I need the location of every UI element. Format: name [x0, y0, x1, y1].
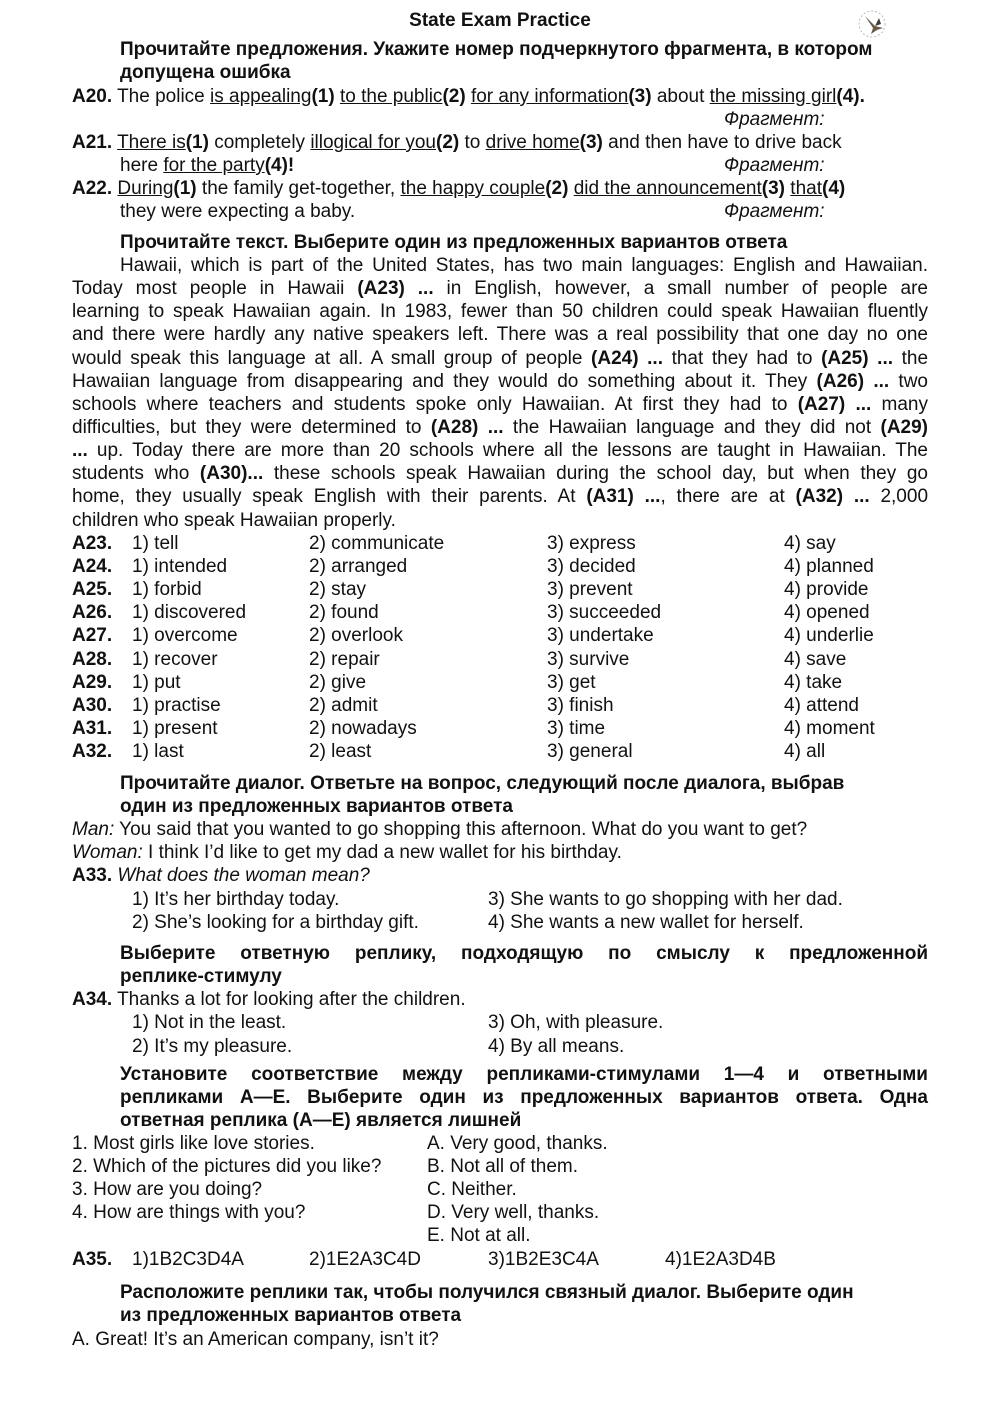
option-4[interactable]: 4) moment	[784, 718, 875, 739]
a35-option-4[interactable]: 4)1E2A3D4B	[665, 1249, 776, 1270]
stimulus-3: 3. How are you doing?	[72, 1179, 263, 1200]
reading-text-line	[72, 393, 928, 416]
option-1[interactable]: 1) intended	[132, 556, 228, 577]
option-2[interactable]: 2) stay	[309, 579, 367, 600]
section1-instruction-line2: допущена ошибка	[120, 62, 291, 83]
section1-instruction-line1: Прочитайте предложения. Укажите номер подчеркнутого фрагмента, в котором	[120, 39, 873, 60]
fragment-number: (1)	[311, 86, 335, 107]
text: Hawaiian language from disappearing and they would do something about it. They	[72, 371, 817, 392]
a34-option-1[interactable]: 1) Not in the least.	[132, 1012, 287, 1033]
options-row-a26	[72, 601, 928, 624]
underlined-fragment-1: During	[117, 178, 174, 199]
question-id: A23.	[72, 533, 113, 554]
reading-text-line	[72, 509, 396, 532]
section5-instruction-line2: репликами А—Е. Выберите один из предложенных вариантов ответа. Одна	[120, 1087, 928, 1108]
gap-dots: ...	[72, 440, 88, 461]
response-e: E. Not at all.	[427, 1225, 531, 1246]
option-4[interactable]: 4) underlie	[784, 625, 874, 646]
text: schools where teachers and students spoke only Hawaiian. At first they had to	[72, 394, 798, 415]
reading-text-line	[72, 439, 928, 462]
text	[405, 278, 418, 299]
response-c: C. Neither.	[427, 1179, 517, 1200]
fragment-number: (3)	[628, 86, 652, 107]
response-a: A. Very good, thanks.	[427, 1133, 608, 1154]
a33-option-2[interactable]: 2) She’s looking for a birthday gift.	[132, 912, 419, 933]
gap-label: (A32)	[795, 486, 844, 507]
text: Hawaii, which is part of the United States, has two main languages: English and Hawaiian.	[120, 255, 928, 276]
option-2[interactable]: 2) give	[309, 672, 367, 693]
gap-label: (A29)	[880, 417, 929, 438]
a33-option-3[interactable]: 3) She wants to go shopping with her dad.	[488, 889, 843, 910]
gap-label: (A27)	[797, 394, 846, 415]
text	[639, 348, 648, 369]
option-4[interactable]: 4) all	[784, 741, 826, 762]
text: they were expecting a baby.	[120, 201, 356, 222]
question-text: Thanks a lot for looking after the children.	[112, 989, 466, 1010]
option-3[interactable]: 3) general	[547, 741, 633, 762]
option-2[interactable]: 2) overlook	[309, 625, 403, 646]
section4-instruction-line2: реплике-стимулу	[120, 966, 282, 987]
underlined-fragment-1: There is	[117, 132, 186, 153]
text: the	[893, 348, 929, 369]
question-id: A31.	[72, 718, 113, 739]
stimulus-1: 1. Most girls like love stories.	[72, 1133, 315, 1154]
question-text: What does the woman mean?	[112, 865, 370, 886]
option-1[interactable]: 1) present	[132, 718, 218, 739]
dialog-woman-line	[72, 841, 622, 864]
reading-text-line	[120, 254, 928, 277]
options-row-a28	[72, 648, 928, 671]
text: the family get-together,	[196, 178, 401, 199]
text: here	[120, 155, 164, 176]
gap-label: (A28)	[430, 417, 479, 438]
text: these schools speak Hawaiian during the school day, but when they go	[263, 463, 928, 484]
section2-instruction: Прочитайте текст. Выберите один из предложенных вариантов ответа	[120, 232, 788, 253]
section6-instruction-line1: Расположите реплики так, чтобы получился связный диалог. Выберите один	[120, 1282, 854, 1303]
question-id: A34.	[72, 989, 113, 1010]
gap-label: (A30)...	[199, 463, 264, 484]
question-id: A24.	[72, 556, 113, 577]
text: 2,000	[869, 486, 929, 507]
option-3[interactable]: 3) express	[547, 533, 636, 554]
option-2[interactable]: 2) admit	[309, 695, 378, 716]
response-b: B. Not all of them.	[427, 1156, 579, 1177]
gap-dots: ...	[647, 348, 663, 369]
question-a21	[72, 131, 842, 154]
text: to	[459, 132, 486, 153]
option-4[interactable]: 4) opened	[784, 602, 870, 623]
option-3[interactable]: 3) finish	[547, 695, 614, 716]
stimulus-4: 4. How are things with you?	[72, 1202, 306, 1223]
option-1[interactable]: 1) last	[132, 741, 184, 762]
a33-option-1[interactable]: 1) It’s her birthday today.	[132, 889, 340, 910]
underlined-fragment-2: to the public	[339, 86, 443, 107]
fragment-number: (4)	[822, 178, 846, 199]
option-3[interactable]: 3) get	[547, 672, 596, 693]
options-row-a32	[72, 740, 928, 763]
gap-dots: ...	[855, 394, 872, 415]
options-row-a29	[72, 671, 928, 694]
reading-text-line	[72, 485, 928, 508]
fragment-answer-a20	[72, 108, 928, 131]
option-4[interactable]: 4) attend	[784, 695, 859, 716]
reading-text-line	[72, 462, 928, 485]
option-3[interactable]: 3) succeeded	[547, 602, 662, 623]
option-1[interactable]: 1) practise	[132, 695, 221, 716]
reading-text-line	[72, 347, 928, 370]
text: The police	[117, 86, 211, 107]
fragment-label: Фрагмент:	[724, 155, 825, 176]
text: up. Today there are more than 20 schools where all the lessons are taught in Hawaiian. The	[87, 440, 928, 461]
text: and then have to drive back	[602, 132, 842, 153]
option-1[interactable]: 1) put	[132, 672, 181, 693]
question-id: A28.	[72, 649, 113, 670]
text: You said that you wanted to go shopping this afternoon. What do you want to get?	[114, 819, 808, 840]
fragment-number: (2)	[436, 132, 460, 153]
underlined-fragment-4: for the party	[163, 155, 265, 176]
speaker-label: Man:	[72, 819, 115, 840]
fragment-number: (3)	[761, 178, 786, 199]
question-id: A27.	[72, 625, 113, 646]
underlined-fragment-1: is appealing	[210, 86, 312, 107]
a33-option-4[interactable]: 4) She wants a new wallet for herself.	[488, 912, 804, 933]
text: Today most people in Hawaii	[72, 278, 358, 299]
gap-dots: ...	[853, 486, 870, 507]
options-row-a23	[72, 532, 928, 555]
a34-option-3[interactable]: 3) Oh, with pleasure.	[488, 1012, 664, 1033]
gap-label: (A26)	[816, 371, 865, 392]
question-id: A29.	[72, 672, 113, 693]
question-id: A33.	[72, 865, 113, 886]
option-2[interactable]: 2) arranged	[309, 556, 408, 577]
option-4[interactable]: 4) planned	[784, 556, 874, 577]
section6-instruction-line2: из предложенных вариантов ответа	[120, 1305, 462, 1326]
reading-text-line	[72, 300, 928, 323]
text: the Hawaiian language and they did not	[503, 417, 881, 438]
question-a34	[72, 988, 466, 1011]
option-2[interactable]: 2) found	[309, 602, 379, 623]
text: children who speak Hawaiian properly.	[72, 510, 396, 531]
option-4[interactable]: 4) save	[784, 649, 847, 670]
text: that they had to	[663, 348, 822, 369]
dialog-line-a: A. Great! It’s an American company, isn’t it?	[72, 1329, 439, 1350]
options-row-a24	[72, 555, 928, 578]
a35-option-1[interactable]: 1)1B2C3D4A	[132, 1249, 244, 1270]
gap-label: (A31) ...	[586, 486, 661, 507]
text	[478, 417, 487, 438]
option-3[interactable]: 3) decided	[547, 556, 636, 577]
fragment-label: Фрагмент:	[724, 109, 825, 130]
question-id: A22.	[72, 178, 113, 199]
option-4[interactable]: 4) provide	[784, 579, 869, 600]
reading-text-line	[72, 323, 928, 346]
gap-label: (A24)	[591, 348, 639, 369]
a34-option-4[interactable]: 4) By all means.	[488, 1036, 625, 1057]
question-a22-line2	[120, 200, 928, 223]
text: many	[871, 394, 929, 415]
section5-instruction-line3: ответная реплика (А—Е) является лишней	[120, 1110, 522, 1131]
option-3[interactable]: 3) undertake	[547, 625, 654, 646]
dialog-man-line	[72, 818, 807, 841]
text	[845, 394, 855, 415]
text: about	[651, 86, 710, 107]
page-title: State Exam Practice	[409, 10, 591, 31]
a35-option-2[interactable]: 2)1E2A3C4D	[309, 1249, 421, 1270]
reading-text-line	[72, 370, 928, 393]
option-3[interactable]: 3) time	[547, 718, 606, 739]
question-a21-line2	[120, 154, 928, 177]
reading-text-line	[72, 416, 928, 439]
question-a35-id: A35.	[72, 1249, 113, 1270]
options-row-a27	[72, 624, 928, 647]
underlined-fragment-3: for any information	[470, 86, 629, 107]
response-d: D. Very well, thanks.	[427, 1202, 600, 1223]
option-2[interactable]: 2) least	[309, 741, 372, 762]
underlined-fragment-3: did the announcement	[573, 178, 762, 199]
option-3[interactable]: 3) survive	[547, 649, 630, 670]
question-id: A25.	[72, 579, 113, 600]
stimulus-2: 2. Which of the pictures did you like?	[72, 1156, 382, 1177]
underlined-fragment-4: that	[790, 178, 822, 199]
option-2[interactable]: 2) repair	[309, 649, 380, 670]
options-row-a30	[72, 694, 928, 717]
option-1[interactable]: 1) discovered	[132, 602, 247, 623]
section3-instruction-line2: один из предложенных вариантов ответа	[120, 796, 513, 817]
text	[843, 486, 854, 507]
text: I think I’d like to get my dad a new wallet for his birthday.	[142, 842, 622, 863]
question-a33	[72, 864, 370, 887]
fragment-number: (4).	[836, 86, 865, 107]
text: learning to speak Hawaiian again. In 1983, fewer than 50 children could speak Hawaiian fluently	[72, 301, 928, 322]
section5-instruction-line1: Установите соответствие между репликами-стимулами 1—4 и ответными	[120, 1064, 928, 1085]
text: two	[889, 371, 928, 392]
text	[869, 348, 878, 369]
option-2[interactable]: 2) communicate	[309, 533, 445, 554]
question-id: A21.	[72, 132, 113, 153]
underlined-fragment-2: illogical for you	[310, 132, 436, 153]
text: and there were hardly any native speakers left. There was a real possibility that one day no one	[72, 324, 928, 345]
option-4[interactable]: 4) take	[784, 672, 843, 693]
question-id: A30.	[72, 695, 113, 716]
option-2[interactable]: 2) nowadays	[309, 718, 417, 739]
text: home, they usually speak English with their parents. At	[72, 486, 587, 507]
fragment-label: Фрагмент:	[724, 201, 825, 222]
question-a20	[72, 85, 865, 108]
underlined-fragment-4: the missing girl	[709, 86, 837, 107]
section4-instruction-line1: Выберите ответную реплику, подходящую по смыслу к предложенной	[120, 943, 928, 964]
text: completely	[208, 132, 311, 153]
option-1[interactable]: 1) forbid	[132, 579, 202, 600]
reading-text-line	[72, 277, 928, 300]
fragment-number: (2)	[545, 178, 569, 199]
a35-option-3[interactable]: 3)1B2E3C4A	[488, 1249, 599, 1270]
text	[864, 371, 873, 392]
gap-dots: ...	[417, 278, 434, 299]
options-row-a25	[72, 578, 928, 601]
question-id: A20.	[72, 86, 113, 107]
option-3[interactable]: 3) prevent	[547, 579, 633, 600]
option-1[interactable]: 1) overcome	[132, 625, 238, 646]
text: in English, however, a small number of people are	[433, 278, 928, 299]
fragment-number: (1)	[185, 132, 209, 153]
option-1[interactable]: 1) recover	[132, 649, 218, 670]
underlined-fragment-2: the happy couple	[400, 178, 546, 199]
speaker-label: Woman:	[72, 842, 143, 863]
gap-label: (A23)	[357, 278, 405, 299]
option-1[interactable]: 1) tell	[132, 533, 179, 554]
option-4[interactable]: 4) say	[784, 533, 836, 554]
text: students who	[72, 463, 200, 484]
question-a22	[72, 177, 845, 200]
gap-label: (A25)	[821, 348, 869, 369]
question-id: A26.	[72, 602, 113, 623]
fragment-number: (3)	[579, 132, 603, 153]
text: difficulties, but they were determined to	[72, 417, 431, 438]
bird-logo-icon	[855, 6, 891, 42]
options-row-a31	[72, 717, 928, 740]
gap-dots: ...	[877, 348, 894, 369]
fragment-number: (1)	[173, 178, 197, 199]
section3-instruction-line1: Прочитайте диалог. Ответьте на вопрос, следующий после диалога, выбрав	[120, 773, 845, 794]
fragment-number: (2)	[442, 86, 466, 107]
gap-dots: ...	[873, 371, 890, 392]
gap-dots: ...	[487, 417, 504, 438]
fragment-number: (4)!	[264, 155, 295, 176]
underlined-fragment-3: drive home	[485, 132, 580, 153]
text: would speak this language at all. A small group of people	[72, 348, 592, 369]
text: , there are at	[660, 486, 796, 507]
question-id: A32.	[72, 741, 113, 762]
a34-option-2[interactable]: 2) It’s my pleasure.	[132, 1036, 293, 1057]
